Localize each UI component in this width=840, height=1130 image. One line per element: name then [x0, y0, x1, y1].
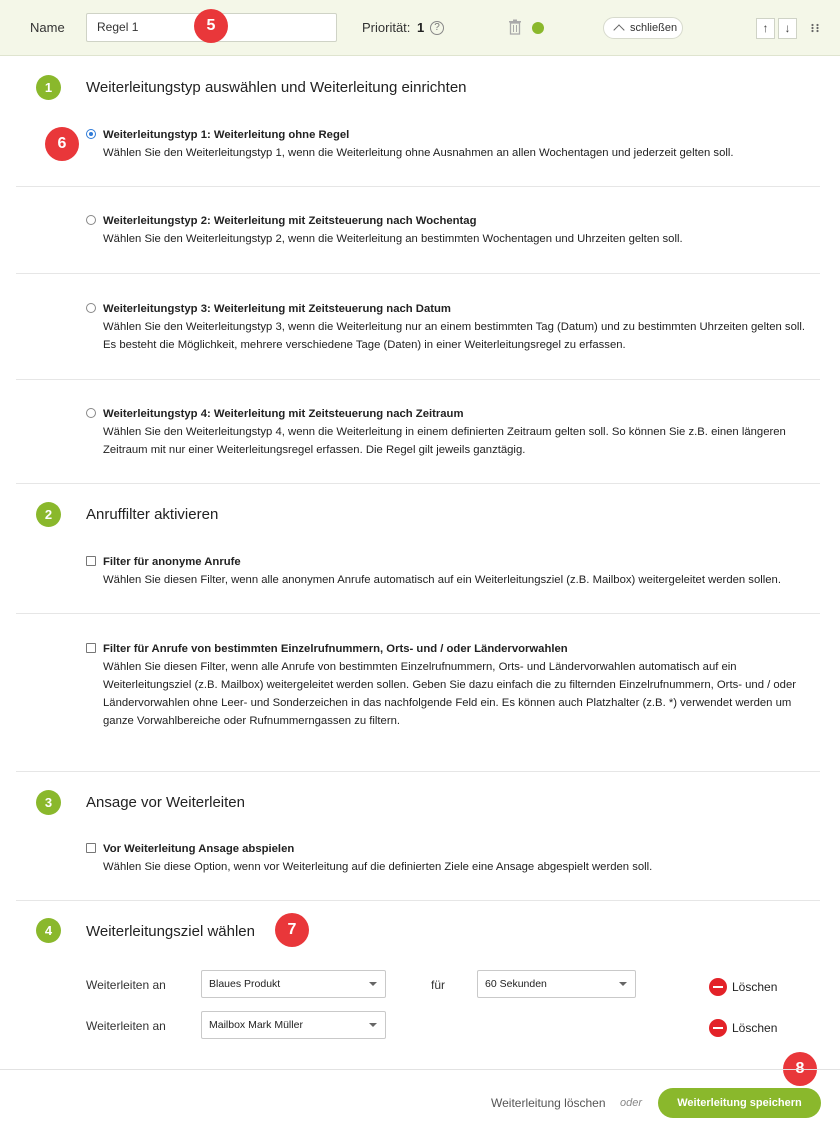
annotation-marker-5: 5 — [194, 9, 228, 43]
duration-select[interactable] — [477, 970, 636, 998]
save-forwarding-button[interactable]: Weiterleitung speichern — [658, 1088, 821, 1118]
delete-label: Löschen — [732, 1021, 778, 1035]
section-title-announcement: Ansage vor Weiterleiten — [86, 794, 245, 811]
option-description: Wählen Sie diese Option, wenn vor Weiterleitung auf die definierten Ziele eine Ansage abgespielt werden soll. — [103, 861, 653, 873]
announcement-option[interactable] — [86, 840, 816, 876]
remove-icon — [709, 1019, 727, 1037]
step-number-4: 4 — [36, 918, 61, 943]
filter-numbers-option[interactable] — [86, 640, 816, 730]
trash-icon[interactable] — [508, 19, 522, 35]
collapse-button[interactable] — [603, 17, 683, 39]
priority-label: Priorität: — [362, 20, 411, 35]
delete-label: Löschen — [732, 980, 778, 994]
divider — [16, 613, 820, 614]
section-title-call-filter: Anruffilter aktivieren — [86, 506, 219, 523]
collapse-label: schließen — [630, 22, 678, 34]
step-number-3: 3 — [36, 790, 61, 815]
or-separator: oder — [620, 1097, 643, 1109]
option-description: Wählen Sie diesen Filter, wenn alle anonymen Anrufe automatisch auf ein Weiterleitungsziel (z.B. Mailbox) weitergeleitet werden sollen. — [103, 574, 781, 586]
option-title: Weiterleitungstyp 2: Weiterleitung mit Zeitsteuerung nach Wochentag — [103, 215, 477, 227]
forward-target-select-1[interactable] — [201, 970, 386, 998]
drag-handle-icon[interactable] — [810, 23, 820, 33]
annotation-marker-7: 7 — [275, 913, 309, 947]
step-number-1: 1 — [36, 75, 61, 100]
rule-header — [0, 0, 840, 56]
divider — [16, 483, 820, 484]
option-description: Wählen Sie den Weiterleitungstyp 1, wenn die Weiterleitung ohne Ausnahmen an allen Wochentagen und jederzeit gelten soll. — [103, 147, 734, 159]
rule-name-input[interactable]: Regel 1 — [86, 13, 337, 42]
forwarding-type-option-1[interactable] — [86, 126, 816, 162]
remove-icon — [709, 978, 727, 996]
divider — [16, 379, 820, 380]
status-indicator — [532, 22, 544, 34]
option-description: Wählen Sie den Weiterleitungstyp 4, wenn die Weiterleitung in einem definierten Zeitraum gelten soll. So können Sie z.B. einen längeren Zeitraum mit nur einer Weiterleitungsregel erfassen. Die Regel gilt jeweils ganztägig. — [103, 426, 786, 456]
delete-forwarding-link[interactable]: Weiterleitung löschen — [491, 1096, 606, 1110]
step-number-2: 2 — [36, 502, 61, 527]
select-value: 60 Sekunden — [485, 978, 547, 990]
chevron-up-icon — [613, 24, 624, 35]
forwarding-type-option-2[interactable] — [86, 212, 816, 248]
annotation-marker-6: 6 — [45, 127, 79, 161]
option-title: Weiterleitungstyp 1: Weiterleitung ohne Regel — [103, 129, 350, 141]
divider — [16, 771, 820, 772]
priority-value: 1 — [417, 20, 425, 35]
help-icon[interactable]: ? — [430, 21, 444, 35]
option-title: Vor Weiterleitung Ansage abspielen — [103, 843, 295, 855]
option-title: Weiterleitungstyp 4: Weiterleitung mit Zeitsteuerung nach Zeitraum — [103, 408, 464, 420]
filter-anonymous-option[interactable] — [86, 553, 816, 589]
select-value: Mailbox Mark Müller — [209, 1019, 303, 1031]
option-description: Wählen Sie den Weiterleitungstyp 2, wenn die Weiterleitung an bestimmten Wochentagen und Uhrzeiten gelten soll. — [103, 233, 683, 245]
divider — [16, 186, 820, 187]
dropdown-arrow-icon — [619, 982, 627, 986]
select-value: Blaues Produkt — [209, 978, 281, 990]
divider — [16, 273, 820, 274]
option-title: Weiterleitungstyp 3: Weiterleitung mit Zeitsteuerung nach Datum — [103, 303, 451, 315]
move-down-button[interactable]: ↓ — [778, 18, 797, 39]
dropdown-arrow-icon — [369, 1023, 377, 1027]
section-title-target: Weiterleitungsziel wählen — [86, 923, 255, 940]
divider — [16, 900, 820, 901]
move-up-button[interactable]: ↑ — [756, 18, 775, 39]
footer-divider — [0, 1069, 840, 1070]
forward-to-label: Weiterleiten an — [86, 1019, 166, 1033]
option-description: Wählen Sie den Weiterleitungstyp 3, wenn die Weiterleitung nur an einem bestimmten Tag (Datum) und zu bestimmten Uhrzeiten gelten soll. Es besteht die Möglichkeit, mehrere verschiedene Tage (Daten) in einer Weiterleitungsregel zu erfassen. — [103, 321, 806, 351]
section-title-forwarding-type: Weiterleitungstyp auswählen und Weiterleitung einrichten — [86, 79, 467, 96]
name-label: Name — [30, 20, 65, 35]
dropdown-arrow-icon — [369, 982, 377, 986]
for-label: für — [431, 978, 446, 992]
option-description: Wählen Sie diesen Filter, wenn alle Anrufe von bestimmten Einzelrufnummern, Orts- und Ländervorwahlen automatisch auf ein Weiterleitungsziel (z.B. Mailbox) weitergeleitet werden sollen. Geben Sie dazu einfach die zu filternden Einzelrufnummern, Orts- und / oder Ländervorwahlen ohne Leer- und Sonderzeichen in das nachfolgende Feld ein. Es können auch Platzhalter (z.B. *) verwendet werden um ganze Vorwahlbereiche oder Rufnummerngassen zu filtern. — [103, 661, 797, 727]
forwarding-type-option-3[interactable] — [86, 300, 816, 354]
forward-to-label: Weiterleiten an — [86, 978, 166, 992]
option-title: Filter für anonyme Anrufe — [103, 556, 241, 568]
forwarding-type-option-4[interactable] — [86, 405, 816, 459]
forward-target-select-2[interactable] — [201, 1011, 386, 1039]
option-title: Filter für Anrufe von bestimmten Einzelrufnummern, Orts- und / oder Ländervorwahlen — [103, 643, 568, 655]
